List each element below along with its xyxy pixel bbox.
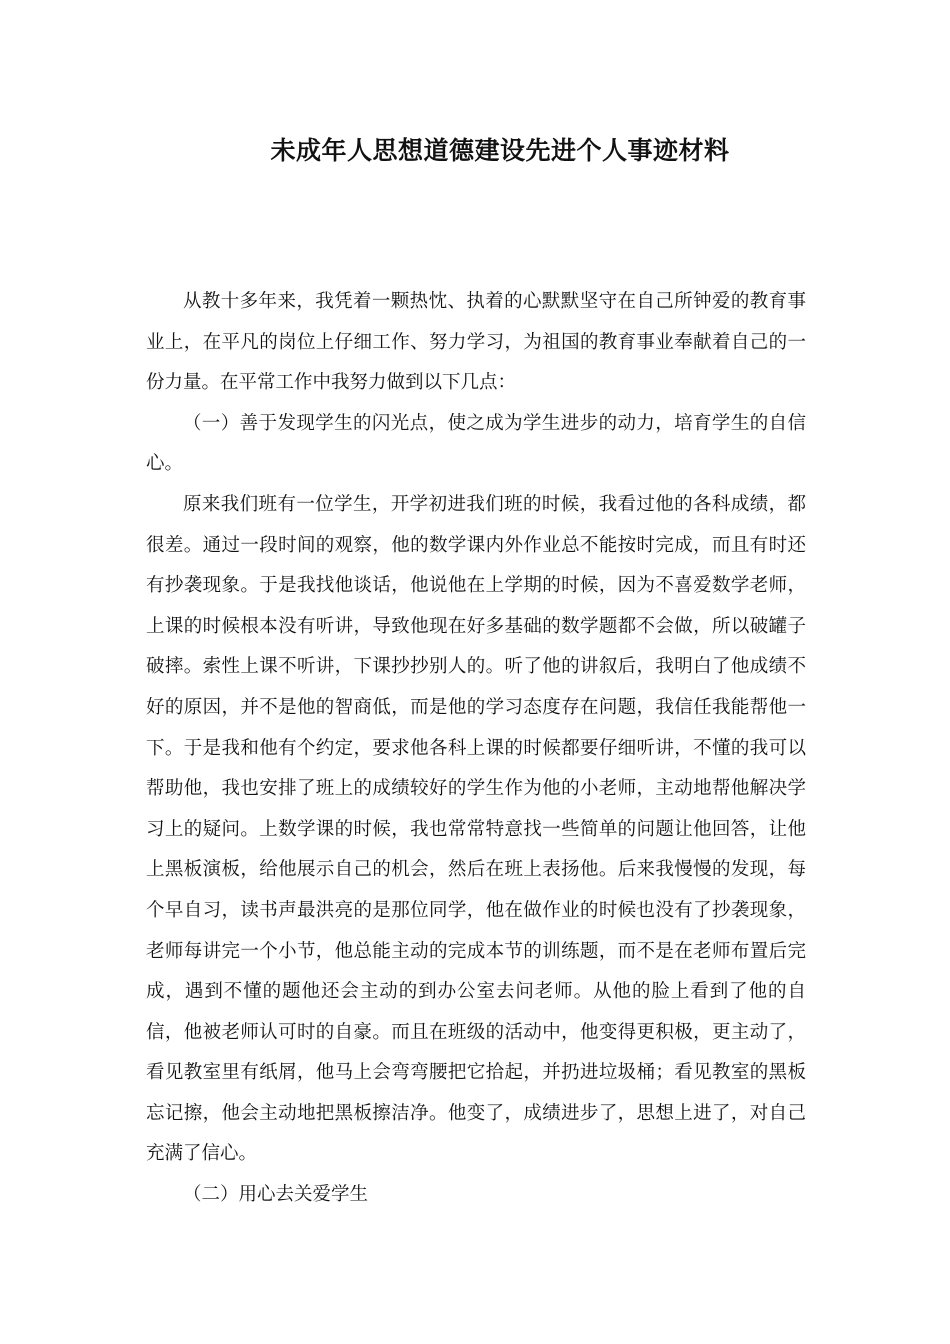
document-body	[146, 282, 806, 1216]
section-heading-1: （一）善于发现学生的闪光点，使之成为学生进步的动力，培育学生的自信心。	[146, 412, 806, 475]
paragraph-intro: 从教十多年来，我凭着一颗热忱、执着的心默默坚守在自己所钟爱的教育事业上，在平凡的岗位上仔细工作、努力学习，为祖国的教育事业奉献着自己的一份力量。在平常工作中我努力做到以下几点：	[146, 291, 806, 394]
document-title: 未成年人思想道德建设先进个人事迹材料	[270, 136, 730, 165]
paragraph-student-story: 原来我们班有一位学生，开学初进我们班的时候，我看过他的各科成绩，都很差。通过一段时间的观察，他的数学课内外作业总不能按时完成，而且有时还有抄袭现象。于是我找他谈话，他说他在上学期的时候，因为不喜爱数学老师，上课的时候根本没有听讲，导致他现在好多基础的数学题都不会做，所以破罐子破摔。索性上课不听讲，下课抄抄别人的。听了他的讲叙后，我明白了他成绩不好的原因，并不是他的智商低，而是他的学习态度存在问题，我信任我能帮他一下。于是我和他有个约定，要求他各科上课的时候都要仔细听讲，不懂的我可以帮助他，我也安排了班上的成绩较好的学生作为他的小老师，主动地帮他解决学习上的疑问。上数学课的时候，我也常常特意找一些简单的问题让他回答，让他上黑板演板，给他展示自己的机会，然后在班上表扬他。后来我慢慢的发现，每个早自习，读书声最洪亮的是那位同学，他在做作业的时候也没有了抄袭现象，老师每讲完一个小节，他总能主动的完成本节的训练题，而不是在老师布置后完成，遇到不懂的题他还会主动的到办公室去问老师。从他的脸上看到了他的自信，他被老师认可时的自豪。而且在班级的活动中，他变得更积极，更主动了，看见教室里有纸屑，他马上会弯弯腰把它拾起，并扔进垃圾桶；看见教室的黑板忘记擦，他会主动地把黑板擦洁净。他变了，成绩进步了，思想上进了，对自己充满了信心。	[146, 493, 806, 1165]
section-heading-2: （二）用心去关爱学生	[183, 1184, 369, 1206]
